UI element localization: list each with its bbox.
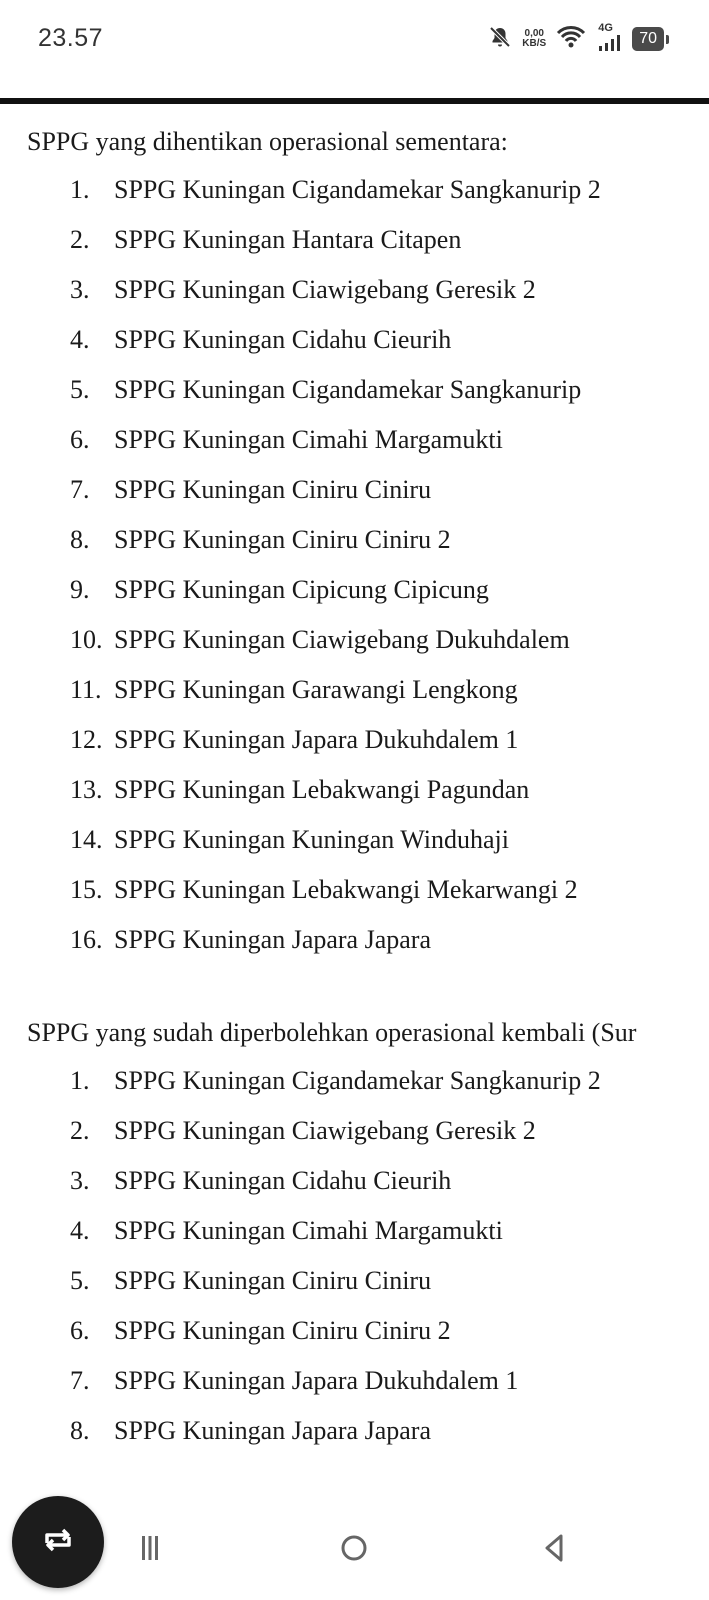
- list-item-number: 13.: [70, 775, 103, 804]
- back-button[interactable]: [524, 1520, 584, 1580]
- net-speed-unit: KB/S: [522, 38, 547, 49]
- list-item-text: SPPG Kuningan Cipicung Cipicung: [114, 575, 489, 604]
- list-item-number: 6.: [70, 1316, 90, 1345]
- list-item-number: 1.: [70, 175, 90, 204]
- list-item-text: SPPG Kuningan Cidahu Cieurih: [114, 1166, 452, 1195]
- list-item-number: 2.: [70, 1116, 90, 1145]
- list-item-number: 11.: [70, 675, 102, 704]
- list-item-text: SPPG Kuningan Ciniru Ciniru: [114, 475, 432, 504]
- list-item-number: 6.: [70, 425, 90, 454]
- battery-level: 70: [632, 27, 664, 51]
- list-item-number: 4.: [70, 325, 90, 354]
- list-item-text: SPPG Kuningan Cigandamekar Sangkanurip 2: [114, 1066, 601, 1095]
- battery-tip: [666, 35, 669, 44]
- list-item-text: SPPG Kuningan Ciniru Ciniru 2: [114, 1316, 451, 1345]
- list-item-number: 5.: [70, 1266, 90, 1295]
- list-item-text: SPPG Kuningan Kuningan Winduhaji: [114, 825, 509, 854]
- list-item-number: 7.: [70, 475, 90, 504]
- home-icon: [339, 1533, 369, 1568]
- list-item-number: 2.: [70, 225, 90, 254]
- list-item-text: SPPG Kuningan Japara Dukuhdalem 1: [114, 725, 519, 754]
- status-icons: [488, 24, 669, 54]
- list-item-number: 10.: [70, 625, 103, 654]
- list-item-number: 8.: [70, 1416, 90, 1445]
- list-item-number: 5.: [70, 375, 90, 404]
- back-icon: [539, 1533, 569, 1568]
- list-item-text: SPPG Kuningan Japara Japara: [114, 925, 431, 954]
- list-item-text: SPPG Kuningan Garawangi Lengkong: [114, 675, 518, 704]
- signal-type: 4G: [598, 22, 613, 34]
- list-item-number: 15.: [70, 875, 103, 904]
- home-button[interactable]: [324, 1520, 384, 1580]
- cell-signal-icon: [596, 24, 622, 54]
- list-item-number: 4.: [70, 1216, 90, 1245]
- notifications-off-icon: [488, 25, 512, 54]
- list-item-number: 7.: [70, 1366, 90, 1395]
- list-item-text: SPPG Kuningan Ciawigebang Dukuhdalem: [114, 625, 570, 654]
- list-item-text: SPPG Kuningan Cigandamekar Sangkanurip: [114, 375, 582, 404]
- list-item-text: SPPG Kuningan Ciniru Ciniru: [114, 1266, 432, 1295]
- list-item-number: 3.: [70, 275, 90, 304]
- wifi-icon: [556, 25, 586, 54]
- status-bar: [0, 0, 709, 80]
- section-heading-resumed: SPPG yang sudah diperbolehkan operasional kembali (Sur: [27, 1018, 637, 1047]
- battery-icon: [632, 27, 669, 51]
- list-item-number: 3.: [70, 1166, 90, 1195]
- section-heading-stopped: SPPG yang dihentikan operasional sementara:: [27, 127, 508, 156]
- recents-button[interactable]: [120, 1520, 180, 1580]
- net-speed-value: 0,00: [524, 28, 544, 39]
- nav-bar: [0, 1520, 709, 1600]
- list-item-text: SPPG Kuningan Ciniru Ciniru 2: [114, 525, 451, 554]
- list-item-number: 1.: [70, 1066, 90, 1095]
- list-item-text: SPPG Kuningan Lebakwangi Pagundan: [114, 775, 530, 804]
- list-item-text: SPPG Kuningan Cidahu Cieurih: [114, 325, 452, 354]
- list-item-text: SPPG Kuningan Hantara Citapen: [114, 225, 462, 254]
- list-item-number: 12.: [70, 725, 103, 754]
- list-item-text: SPPG Kuningan Ciawigebang Geresik 2: [114, 275, 536, 304]
- list-item-number: 14.: [70, 825, 103, 854]
- list-item-number: 16.: [70, 925, 103, 954]
- list-item-text: SPPG Kuningan Ciawigebang Geresik 2: [114, 1116, 536, 1145]
- list-item-text: SPPG Kuningan Cigandamekar Sangkanurip 2: [114, 175, 601, 204]
- list-item-text: SPPG Kuningan Cimahi Margamukti: [114, 425, 503, 454]
- list-item-text: SPPG Kuningan Japara Dukuhdalem 1: [114, 1366, 519, 1395]
- list-item-text: SPPG Kuningan Lebakwangi Mekarwangi 2: [114, 875, 578, 904]
- net-speed: [522, 29, 546, 49]
- list-item-text: SPPG Kuningan Japara Japara: [114, 1416, 431, 1445]
- recents-icon: [136, 1534, 164, 1567]
- list-item-number: 8.: [70, 525, 90, 554]
- list-item-number: 9.: [70, 575, 90, 604]
- list-item-text: SPPG Kuningan Cimahi Margamukti: [114, 1216, 503, 1245]
- document-content: [0, 104, 709, 1474]
- status-time: 23.57: [38, 24, 104, 52]
